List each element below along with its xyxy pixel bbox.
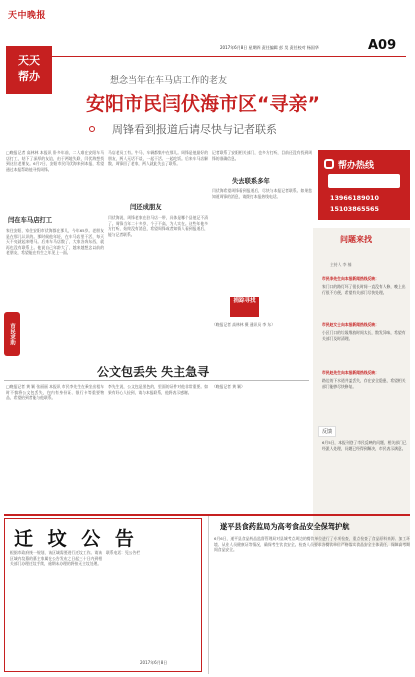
notice-date: 2017年6月8日 — [140, 660, 168, 665]
column-divider — [208, 516, 209, 674]
notice-body-1: 根据市政府统一规划，该区域需要进行迁坟工作。请该区域内坟墓的墓主家属在公告发布之日起三十日内到相关部门办理迁坟手续，逾期未办理的将按无主坟处理。 — [10, 550, 102, 567]
qa-title: 问题来找 — [340, 235, 372, 244]
food-article-headline: 遂平县食药监局为高考食品安全保驾护航 — [220, 522, 350, 531]
section-badge-line2: 帮办 — [18, 70, 40, 83]
section-badge — [6, 46, 52, 94]
header-meta: 2017年6月8日 星期四 责任编辑 彭 昊 责任校对 杨国华 — [220, 45, 319, 50]
article2-col1-text: □晚报记者 黄 颖 张丽丽 本报讯 市民李先生在乘坐出租车时不慎将公文包丢失，包内有身份证、银行卡等重要物品，希望拾到者能与他联系。 — [6, 384, 104, 401]
article1-col1b-text: 家住安阳，家住安阳市伏海都在那儿，今年65岁。老朋友是在那儿认识的。那时候他年轻，在车马店里干活，每天天不亮就起来喂马。后来车马店散了，大家各奔东西，就再也没有联系上。他说自己年龄大了，越来越想念以前的老朋友，希望能在有生之年见上一面。 — [6, 228, 104, 256]
article2-col2-text: 李先生说，公文包是黑色的，里面的证件对他非常重要。如果有好心人捡到，请与本报联系，他将表示感谢。 — [108, 384, 208, 395]
notice-body-2: 联系电话：见公告栏 — [106, 550, 141, 555]
qa-question-1: 市民李先生向本报新闻热线反映： — [322, 276, 379, 281]
decorative-circle-icon — [89, 126, 95, 132]
food-article-body: 6月6日，遂平县食品药品监督管理局对县城考点周边的餐饮单位进行了专项检查，重点检查了食品原料来源、加工环境、从业人员健康证等情况，确保考生饮食安全。检查人员要求各餐饮单位严格落实食品安全主体责任，保障高考期间食品安全。 — [214, 536, 410, 553]
bottom-section-rule — [4, 514, 410, 516]
qa-answer-2: 小区门口的垃圾堆放时间太长，散发异味，希望有关部门及时清理。 — [322, 330, 406, 341]
page-number: A09 — [368, 38, 397, 53]
notice-title: 迁 坟 公 告 — [14, 528, 138, 550]
feedback-label: 反馈 — [318, 426, 336, 437]
stamp-tag: 捐踪寻找 — [230, 297, 259, 317]
hotline-separator — [328, 174, 400, 188]
article-kicker: 想念当年在车马店工作的老友 — [110, 76, 228, 86]
article-subheadline: 周锋看到报道后请尽快与记者联系 — [112, 123, 277, 136]
qa-answer-3: 路边的下水道井盖丢失，存在安全隐患，希望相关部门能够尽快修复。 — [322, 378, 406, 389]
qa-host: 主持人 李 楠 — [330, 262, 352, 267]
article1-col3-text: 记者联系了安阳相关部门，也多方打听，目前还没有找到周锋的准确信息。 — [212, 150, 312, 161]
qa-answer-1: 家门口的路灯坏了很长时间一直没有人修，晚上出行很不方便，希望有关部门尽快处理。 — [322, 284, 406, 295]
left-sticker: 市民求助 — [4, 312, 20, 356]
hotline-box — [318, 150, 410, 220]
article1-col2-text: 马店老员工有。牛马，车辆都集中在那儿。周锋是他最好的朋友，两人无话不谈，一起干活、一起吃饭。后来车马店解散，周锋回了老家，两人就此失去了联系。 — [108, 150, 208, 167]
article1-col2-subhead: 闫还成朋友 — [130, 204, 162, 211]
masthead: 天中晚报 — [8, 11, 47, 21]
article1-col3b-text: 闫伏海希望周锋看到报道后，尽快与本报记者联系。如果您知道周锋的消息，请拨打本报热线电话。 — [212, 188, 312, 199]
hotline-number-1[interactable]: 13966189010 — [330, 194, 379, 202]
article-headline: 安阳市民闫伏海市区“寻亲” — [86, 93, 320, 115]
article2-col3-text: （晚报记者 黄 颖） — [212, 384, 245, 389]
article1-col2b-text: 闫伏海说，周锋老家在驻马店一带，具体是哪个县他记不清了。周锋当年二十多岁，个子不高，为人实在。这些年他多方打听，始终没有消息，希望周锋或者知情人看到报道后，能与记者联系。 — [108, 215, 208, 237]
section-badge-line1: 天天 — [18, 54, 40, 67]
hotline-title: 帮办热线 — [338, 161, 375, 171]
phone-icon — [324, 159, 334, 169]
article1-col1-subhead: 闫在车马店打工 — [8, 217, 53, 224]
article1-col3-subhead: 失去联系多年 — [232, 178, 270, 185]
header-rule — [52, 56, 406, 57]
hotline-number-2[interactable]: 15103865565 — [330, 205, 379, 213]
article2-rule — [4, 380, 309, 381]
article1-col1-text: □晚报记者 高林林 本报讯 卧多年前，二人难在安阳车马店打工，结下了深厚的友谊，由于两地失联，闫伏海想找到这位老朋友。6月7日，安阳市民闫伏海来到本报，希望通过本报帮助他寻找周锋。 — [6, 150, 104, 172]
qa-question-2: 市民赵女士向本报新闻热线反映： — [322, 322, 379, 327]
article2-headline: 公文包丢失 失主急寻 — [97, 365, 210, 379]
qa-feedback-text: 6月5日，本报刊登了市民反映的问题，相关部门已经派人处理，问题已经得到解决，市民表示满意。 — [322, 440, 407, 451]
article1-closing: （晚报记者 高林林 摄 通讯员 李 东） — [212, 322, 275, 327]
qa-question-3: 市民赵先生向本报新闻热线反映： — [322, 370, 379, 375]
